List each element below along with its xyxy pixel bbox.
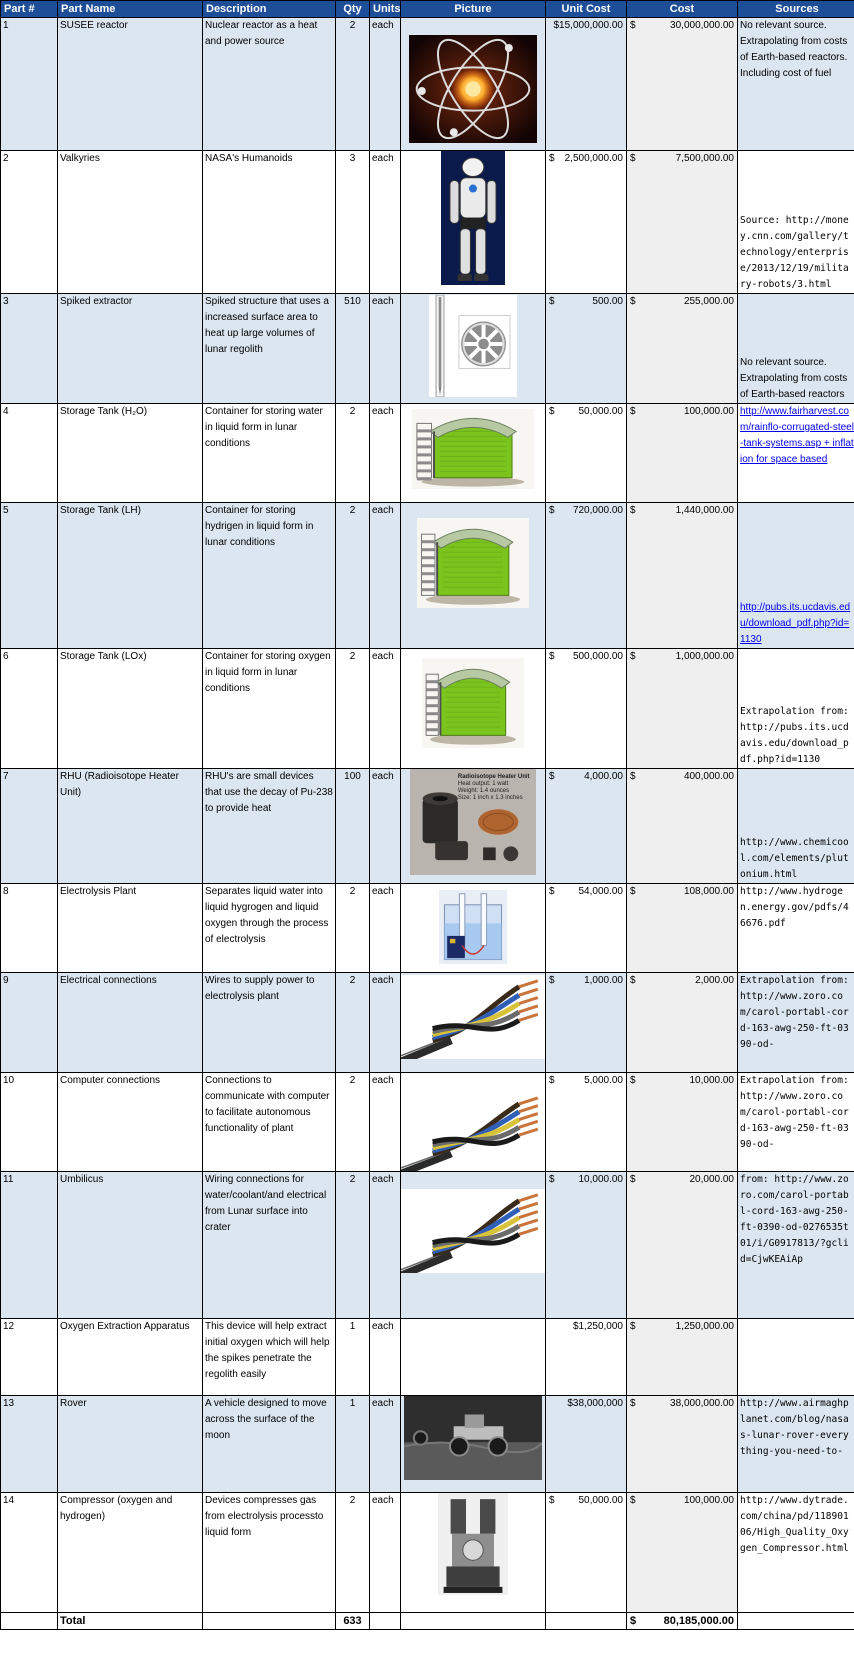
cell-qty[interactable]: 3 bbox=[336, 151, 370, 294]
storage-tank-icon bbox=[412, 409, 534, 489]
source-text: http://www.airmaghplanet.com/blog/nasas-lunar-rover-everything-you-need-to- bbox=[740, 1398, 849, 1457]
table-row bbox=[1, 1172, 854, 1319]
cell-picture[interactable] bbox=[401, 294, 546, 404]
cell-picture[interactable] bbox=[401, 1073, 546, 1172]
cell-cost[interactable] bbox=[627, 151, 738, 294]
cell-qty[interactable]: 510 bbox=[336, 294, 370, 404]
source-link[interactable]: http://www.fairharvest.com/rainflo-corrugated-steel-tank-systems.asp + inflation for space based bbox=[740, 406, 854, 465]
cell-part-name[interactable]: Oxygen Extraction Apparatus bbox=[58, 1319, 203, 1396]
cell-source[interactable] bbox=[738, 1396, 854, 1493]
table-row bbox=[1, 503, 854, 649]
cell-picture[interactable] bbox=[401, 404, 546, 503]
cell-part-name[interactable]: Rover bbox=[58, 1396, 203, 1493]
cell-source[interactable] bbox=[738, 884, 854, 973]
cell-qty[interactable]: 2 bbox=[336, 973, 370, 1073]
cell-source[interactable] bbox=[738, 503, 854, 649]
cell-unit-cost[interactable] bbox=[546, 649, 627, 769]
cost-currency: $ bbox=[630, 296, 636, 307]
cell-unit-cost[interactable] bbox=[546, 1396, 627, 1493]
cost-currency: $ bbox=[630, 651, 636, 662]
cell-qty[interactable]: 2 bbox=[336, 503, 370, 649]
source-link[interactable]: http://pubs.its.ucdavis.edu/download_pdf.php?id=1130 bbox=[740, 602, 851, 645]
cable-icon bbox=[401, 975, 545, 1059]
cell-cost[interactable] bbox=[627, 649, 738, 769]
cost-currency: $ bbox=[630, 771, 636, 782]
cell-part-num[interactable]: 11 bbox=[1, 1172, 58, 1319]
cell-units[interactable]: each bbox=[370, 503, 401, 649]
cell-source[interactable] bbox=[738, 1319, 854, 1396]
cell-unit-cost[interactable] bbox=[546, 18, 627, 151]
unit-cost-currency: $ bbox=[549, 296, 555, 307]
reactor-atom-icon bbox=[409, 35, 537, 143]
table-row bbox=[1, 294, 854, 404]
cell-part-name[interactable]: Umbilicus bbox=[58, 1172, 203, 1319]
unit-cost-amount: 500.00 bbox=[592, 296, 623, 307]
total-cell-empty[interactable] bbox=[203, 1613, 336, 1630]
cell-source[interactable] bbox=[738, 649, 854, 769]
cell-cost[interactable] bbox=[627, 1396, 738, 1493]
cell-part-name[interactable]: Electrical connections bbox=[58, 973, 203, 1073]
unit-cost-currency: $ bbox=[549, 505, 555, 516]
cost-currency: $ bbox=[630, 886, 636, 897]
spike-icon bbox=[429, 295, 517, 397]
cell-part-num[interactable]: 14 bbox=[1, 1493, 58, 1613]
header-row bbox=[1, 1, 854, 18]
cell-part-name[interactable]: Storage Tank (H₂O) bbox=[58, 404, 203, 503]
unit-cost-currency: $ bbox=[549, 1495, 555, 1506]
header-part-name[interactable]: Part Name bbox=[58, 1, 203, 18]
cell-qty[interactable]: 2 bbox=[336, 1493, 370, 1613]
cell-unit-cost[interactable] bbox=[546, 769, 627, 884]
cell-unit-cost[interactable] bbox=[546, 973, 627, 1073]
cell-part-num[interactable]: 4 bbox=[1, 404, 58, 503]
table-row bbox=[1, 1396, 854, 1493]
cell-source[interactable] bbox=[738, 769, 854, 884]
table-row bbox=[1, 1493, 854, 1613]
cell-cost[interactable] bbox=[627, 404, 738, 503]
cell-picture[interactable] bbox=[401, 884, 546, 973]
cost-amount: 1,440,000.00 bbox=[675, 505, 734, 516]
unit-cost-amount: 2,500,000.00 bbox=[564, 153, 623, 164]
cell-cost[interactable] bbox=[627, 973, 738, 1073]
source-text: Extrapolation from: http://www.zoro.com/carol-portabl-cord-163-awg-250-ft-0390-od- bbox=[740, 1075, 849, 1150]
table-row bbox=[1, 649, 854, 769]
cell-source[interactable] bbox=[738, 18, 854, 151]
cell-part-num[interactable]: 13 bbox=[1, 1396, 58, 1493]
cost-currency: $ bbox=[630, 20, 636, 31]
header-qty[interactable]: Qty bbox=[336, 1, 370, 18]
header-picture[interactable]: Picture bbox=[401, 1, 546, 18]
cell-description[interactable]: Wires to supply power to electrolysis plant bbox=[203, 973, 336, 1073]
header-unit-cost[interactable]: Unit Cost bbox=[546, 1, 627, 18]
cell-picture[interactable] bbox=[401, 151, 546, 294]
source-text: No relevant source. Extrapolating from costs of Earth-based reactors. Including cost of fuel bbox=[740, 20, 848, 79]
cell-cost[interactable] bbox=[627, 1319, 738, 1396]
cell-units[interactable]: each bbox=[370, 649, 401, 769]
cell-qty[interactable]: 2 bbox=[336, 649, 370, 769]
total-qty[interactable]: 633 bbox=[336, 1613, 370, 1630]
cell-cost[interactable] bbox=[627, 1493, 738, 1613]
cell-units[interactable]: each bbox=[370, 1396, 401, 1493]
cell-unit-cost[interactable] bbox=[546, 404, 627, 503]
cost-amount: 255,000.00 bbox=[683, 296, 734, 307]
cell-part-name[interactable]: Spiked extractor bbox=[58, 294, 203, 404]
cost-amount: 20,000.00 bbox=[689, 1174, 734, 1185]
cell-units[interactable]: each bbox=[370, 18, 401, 151]
cell-unit-cost[interactable] bbox=[546, 884, 627, 973]
cell-part-name[interactable]: RHU (Radioisotope Heater Unit) bbox=[58, 769, 203, 884]
unit-cost-amount: 4,000.00 bbox=[584, 771, 623, 782]
cell-qty[interactable]: 1 bbox=[336, 1396, 370, 1493]
table-row bbox=[1, 404, 854, 503]
cell-description[interactable]: Nuclear reactor as a heat and power source bbox=[203, 18, 336, 151]
source-text: Source: http://money.cnn.com/gallery/technology/enterprise/2013/12/19/military-robots/3.html bbox=[740, 215, 849, 290]
header-part-num[interactable]: Part # bbox=[1, 1, 58, 18]
header-description[interactable]: Description bbox=[203, 1, 336, 18]
header-cost[interactable]: Cost bbox=[627, 1, 738, 18]
total-cell-empty[interactable] bbox=[546, 1613, 627, 1630]
cell-picture[interactable] bbox=[401, 649, 546, 769]
cell-part-num[interactable]: 9 bbox=[1, 973, 58, 1073]
cell-cost[interactable] bbox=[627, 503, 738, 649]
cost-currency: $ bbox=[630, 406, 636, 417]
cell-picture[interactable] bbox=[401, 1493, 546, 1613]
unit-cost-amount: 10,000.00 bbox=[578, 1174, 623, 1185]
cell-qty[interactable]: 2 bbox=[336, 404, 370, 503]
total-cost[interactable] bbox=[627, 1613, 738, 1630]
svg-text:Radioisotope Heater UnitHeat o: Radioisotope Heater Unit Heat output: 1 watt Weight: 1.4 ounces Size: 1 inch x 1.3 inches bbox=[457, 774, 530, 801]
cell-source[interactable] bbox=[738, 1172, 854, 1319]
cost-currency: $ bbox=[630, 1174, 636, 1185]
cell-part-name[interactable]: Electrolysis Plant bbox=[58, 884, 203, 973]
cell-unit-cost[interactable] bbox=[546, 1319, 627, 1396]
cell-part-name[interactable]: Compressor (oxygen and hydrogen) bbox=[58, 1493, 203, 1613]
electrolysis-icon bbox=[439, 890, 507, 964]
cost-currency: $ bbox=[630, 1495, 636, 1506]
unit-cost-currency: $ bbox=[549, 1075, 555, 1086]
cost-currency: $ bbox=[630, 1398, 636, 1409]
table-row bbox=[1, 1073, 854, 1172]
source-text: Extrapolation from: http://pubs.its.ucdavis.edu/download_pdf.php?id=1130 bbox=[740, 706, 849, 765]
storage-tank-icon bbox=[417, 518, 529, 608]
cost-amount: 100,000.00 bbox=[683, 1495, 734, 1506]
cell-description[interactable]: Separates liquid water into liquid hygrogen and liquid oxygen through the process of electrolysis bbox=[203, 884, 336, 973]
cell-units[interactable]: each bbox=[370, 1493, 401, 1613]
cell-cost[interactable] bbox=[627, 884, 738, 973]
cell-units[interactable]: each bbox=[370, 1172, 401, 1319]
cell-part-name[interactable]: Storage Tank (LH) bbox=[58, 503, 203, 649]
unit-cost-currency: $ bbox=[549, 771, 555, 782]
unit-cost-currency: $ bbox=[549, 651, 555, 662]
header-sources[interactable]: Sources bbox=[738, 1, 854, 18]
unit-cost-amount: 720,000.00 bbox=[572, 505, 623, 516]
cell-cost[interactable] bbox=[627, 769, 738, 884]
cell-unit-cost[interactable] bbox=[546, 503, 627, 649]
unit-cost-amount: 5,000.00 bbox=[584, 1075, 623, 1086]
cell-description[interactable]: Container for storing water in liquid form in lunar conditions bbox=[203, 404, 336, 503]
total-row bbox=[1, 1613, 854, 1630]
cell-units[interactable]: each bbox=[370, 884, 401, 973]
cell-unit-cost[interactable] bbox=[546, 294, 627, 404]
cell-source[interactable] bbox=[738, 151, 854, 294]
cable-icon bbox=[401, 1189, 545, 1273]
compressor-icon bbox=[438, 1493, 508, 1595]
cell-description[interactable]: A vehicle designed to move across the surface of the moon bbox=[203, 1396, 336, 1493]
cell-part-num[interactable]: 1 bbox=[1, 18, 58, 151]
cell-part-num[interactable]: 8 bbox=[1, 884, 58, 973]
table-row bbox=[1, 18, 854, 151]
unit-cost-amount: 500,000.00 bbox=[572, 651, 623, 662]
cell-description[interactable]: NASA's Humanoids bbox=[203, 151, 336, 294]
cost-amount: 108,000.00 bbox=[683, 886, 734, 897]
cost-currency: $ bbox=[630, 1075, 636, 1086]
source-text: Extrapolation from: http://www.zoro.com/carol-portabl-cord-163-awg-250-ft-0390-od- bbox=[740, 975, 849, 1050]
cell-source[interactable] bbox=[738, 404, 854, 503]
cost-currency: $ bbox=[630, 153, 636, 164]
cell-description[interactable]: Spiked structure that uses a increased surface area to heat up large volumes of lunar regolith bbox=[203, 294, 336, 404]
cell-cost[interactable] bbox=[627, 1073, 738, 1172]
cell-qty[interactable]: 2 bbox=[336, 1073, 370, 1172]
cell-description[interactable]: Devices compresses gas from electrolysis processto liquid form bbox=[203, 1493, 336, 1613]
heater-unit-icon bbox=[410, 769, 536, 875]
cell-part-num[interactable]: 12 bbox=[1, 1319, 58, 1396]
cell-cost[interactable] bbox=[627, 294, 738, 404]
cost-amount: 10,000.00 bbox=[689, 1075, 734, 1086]
cell-part-num[interactable]: 3 bbox=[1, 294, 58, 404]
cell-unit-cost[interactable] bbox=[546, 1172, 627, 1319]
cell-units[interactable]: each bbox=[370, 1319, 401, 1396]
cell-description[interactable]: Container for storing oxygen in liquid form in lunar conditions bbox=[203, 649, 336, 769]
cell-units[interactable]: each bbox=[370, 151, 401, 294]
cost-amount: 7,500,000.00 bbox=[675, 153, 734, 164]
cell-units[interactable]: each bbox=[370, 973, 401, 1073]
cell-units[interactable]: each bbox=[370, 294, 401, 404]
cell-units[interactable]: each bbox=[370, 769, 401, 884]
unit-cost-currency: $ bbox=[549, 406, 555, 417]
unit-cost-currency: $ bbox=[549, 153, 555, 164]
unit-cost-amount: $1,250,000 bbox=[572, 1321, 623, 1332]
total-cost-currency: $ bbox=[630, 1615, 637, 1627]
cell-source[interactable] bbox=[738, 1073, 854, 1172]
cell-picture[interactable] bbox=[401, 503, 546, 649]
table-row bbox=[1, 1319, 854, 1396]
cost-amount: 1,250,000.00 bbox=[675, 1321, 734, 1332]
total-cell-empty[interactable] bbox=[370, 1613, 401, 1630]
cell-qty[interactable]: 100 bbox=[336, 769, 370, 884]
unit-cost-amount: $38,000,000 bbox=[567, 1398, 623, 1409]
cost-currency: $ bbox=[630, 1321, 636, 1332]
header-units[interactable]: Units bbox=[370, 1, 401, 18]
total-cost-amount: 80,185,000.00 bbox=[663, 1615, 734, 1627]
rover-icon bbox=[404, 1396, 542, 1480]
unit-cost-currency: $ bbox=[549, 1174, 555, 1185]
source-text: No relevant source. Extrapolating from costs of Earth-based reactors bbox=[740, 357, 848, 400]
cost-currency: $ bbox=[630, 975, 636, 986]
source-text: from: http://www.zoro.com/carol-portabl-cord-163-awg-250-ft-0390-od-0276535t01/i/G0917813/?gclid=CjwKEAiAp bbox=[740, 1174, 849, 1265]
unit-cost-currency: $ bbox=[549, 886, 555, 897]
unit-cost-amount: 1,000.00 bbox=[584, 975, 623, 986]
cell-part-name[interactable]: Valkyries bbox=[58, 151, 203, 294]
cell-source[interactable] bbox=[738, 1493, 854, 1613]
cell-description[interactable]: Container for storing hydrigen in liquid form in lunar conditions bbox=[203, 503, 336, 649]
cell-qty[interactable]: 2 bbox=[336, 18, 370, 151]
cell-part-num[interactable]: 2 bbox=[1, 151, 58, 294]
cost-amount: 400,000.00 bbox=[683, 771, 734, 782]
source-text: http://www.chemicool.com/elements/plutonium.html bbox=[740, 837, 849, 880]
cell-part-name[interactable]: SUSEE reactor bbox=[58, 18, 203, 151]
cell-part-num[interactable]: 5 bbox=[1, 503, 58, 649]
cell-description[interactable]: This device will help extract initial oxygen which will help the spikes penetrate the regolith easily bbox=[203, 1319, 336, 1396]
cell-source[interactable] bbox=[738, 294, 854, 404]
table-row bbox=[1, 973, 854, 1073]
cable-icon bbox=[401, 1093, 545, 1171]
cost-amount: 2,000.00 bbox=[695, 975, 734, 986]
cost-amount: 100,000.00 bbox=[683, 406, 734, 417]
cell-source[interactable] bbox=[738, 973, 854, 1073]
cell-picture[interactable] bbox=[401, 769, 546, 884]
cell-description[interactable]: Wiring connections for water/coolant/and electrical from Lunar surface into crater bbox=[203, 1172, 336, 1319]
cell-cost[interactable] bbox=[627, 1172, 738, 1319]
cell-cost[interactable] bbox=[627, 18, 738, 151]
cell-part-name[interactable]: Computer connections bbox=[58, 1073, 203, 1172]
cost-amount: 1,000,000.00 bbox=[675, 651, 734, 662]
cell-part-num[interactable]: 6 bbox=[1, 649, 58, 769]
cell-picture[interactable] bbox=[401, 1396, 546, 1493]
cost-currency: $ bbox=[630, 505, 636, 516]
cell-picture[interactable] bbox=[401, 1172, 546, 1319]
cell-qty[interactable]: 2 bbox=[336, 884, 370, 973]
cell-unit-cost[interactable] bbox=[546, 1073, 627, 1172]
cell-picture[interactable] bbox=[401, 18, 546, 151]
cell-units[interactable]: each bbox=[370, 404, 401, 503]
storage-tank-icon bbox=[422, 658, 524, 748]
cell-units[interactable]: each bbox=[370, 1073, 401, 1172]
cell-picture[interactable] bbox=[401, 973, 546, 1073]
total-cell-empty[interactable] bbox=[738, 1613, 854, 1630]
cell-qty[interactable]: 1 bbox=[336, 1319, 370, 1396]
table-row bbox=[1, 151, 854, 294]
source-text: http://www.dytrade.com/china/pd/11890106/High_Quality_Oxygen_Compressor.html bbox=[740, 1495, 849, 1554]
cell-part-num[interactable]: 10 bbox=[1, 1073, 58, 1172]
unit-cost-currency: $ bbox=[549, 975, 555, 986]
unit-cost-amount: 50,000.00 bbox=[578, 406, 623, 417]
unit-cost-amount: 50,000.00 bbox=[578, 1495, 623, 1506]
cell-description[interactable]: RHU's are small devices that use the decay of Pu-238 to provide heat bbox=[203, 769, 336, 884]
total-label[interactable]: Total bbox=[58, 1613, 203, 1630]
table-row bbox=[1, 769, 854, 884]
cell-description[interactable]: Connections to communicate with computer to facilitate autonomous functionality of plant bbox=[203, 1073, 336, 1172]
cell-part-num[interactable]: 7 bbox=[1, 769, 58, 884]
humanoid-robot-icon bbox=[441, 151, 505, 285]
cell-unit-cost[interactable] bbox=[546, 151, 627, 294]
cost-amount: 30,000,000.00 bbox=[670, 20, 734, 31]
cell-unit-cost[interactable] bbox=[546, 1493, 627, 1613]
cost-amount: 38,000,000.00 bbox=[670, 1398, 734, 1409]
cell-qty[interactable]: 2 bbox=[336, 1172, 370, 1319]
total-cell-empty[interactable] bbox=[401, 1613, 546, 1630]
cell-part-name[interactable]: Storage Tank (LOx) bbox=[58, 649, 203, 769]
unit-cost-amount: 54,000.00 bbox=[578, 886, 623, 897]
total-cell-empty[interactable] bbox=[1, 1613, 58, 1630]
unit-cost-amount: $15,000,000.00 bbox=[553, 20, 623, 31]
cell-picture[interactable] bbox=[401, 1319, 546, 1396]
source-text: http://www.hydrogen.energy.gov/pdfs/46676.pdf bbox=[740, 886, 849, 929]
table-row bbox=[1, 884, 854, 973]
